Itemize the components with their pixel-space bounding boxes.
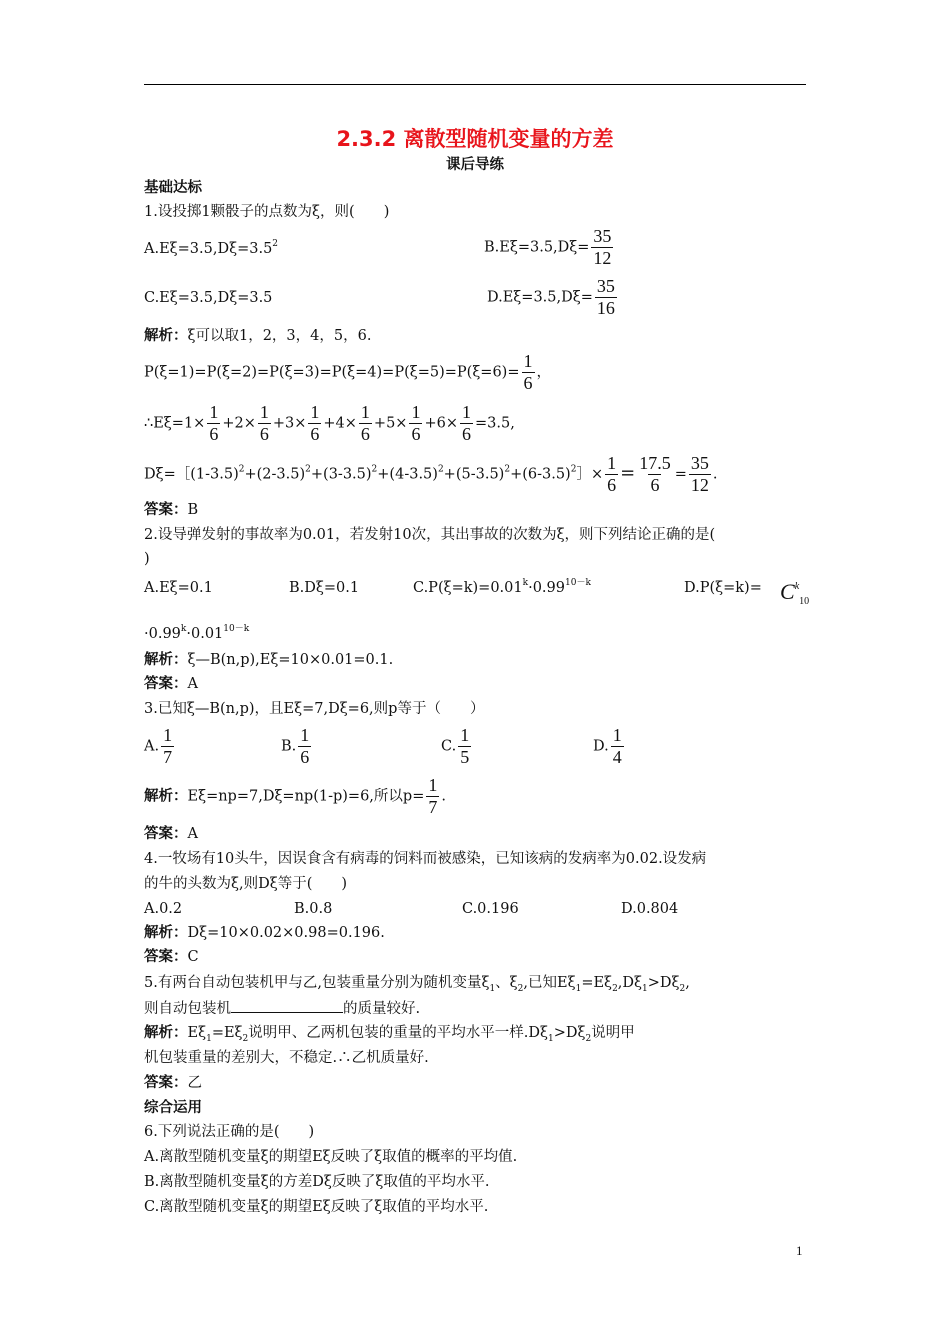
q4-option-d: D.0.804 [621,901,679,917]
page-subtitle: 课后导练 [446,157,504,173]
page-number: 1 [796,1243,803,1258]
fraction: $\frac{1}{6}$ [300,725,310,767]
fraction: $\frac{17.5}{6}$ [639,453,671,495]
fraction: $\frac{35}{12}$ [690,453,709,495]
q2-option-b: B.Dξ=0.1 [289,580,360,596]
q3-solution: 解析：Eξ=np=7,Dξ=np(1-p)=6,所以p= $\frac{1}{7}$ . [144,775,446,817]
q4-stem-line1: 4.一牧场有10头牛，因误食含有病毒的饲料而被感染，已知该病的发病率为0.02.设发病 [144,851,707,867]
q6-option-b: B.离散型随机变量ξ的方差Dξ反映了ξ取值的平均水平. [144,1174,490,1190]
q1-solution-line2: P(ξ=1)=P(ξ=2)=P(ξ=3)=P(ξ=4)=P(ξ=5)=P(ξ=6)= $\frac{1}{6}$ ， [144,351,551,393]
q5-solution-line2: 机包装重量的差别大，不稳定.∴乙机质量好. [144,1050,429,1066]
fraction: $\frac{1}{7}$ [428,775,438,817]
q2-option-a: A.Eξ=0.1 [144,580,213,596]
q4-option-c: C.0.196 [462,901,519,917]
fraction: $\frac{1}{6}$ [360,402,370,444]
q5-solution-line1: 解析：$E\xi_1=E\xi_2$说明甲、乙两机包装的重量的平均水平一样$.D\xi_1>D\xi_2$说明甲 [144,1025,635,1044]
fraction: $\frac{35}{16}$ [596,276,615,318]
q6-stem: 6.下列说法正确的是( ) [144,1124,315,1140]
q1-solution-line1: 解析：ξ可以取1，2，3，4，5，6. [144,328,372,344]
header-rule [144,84,806,85]
q1-option-d: D.Eξ=3.5,Dξ= $\frac{35}{16}$ [487,276,615,318]
q3-answer: 答案：A [144,826,198,842]
q2-solution: 解析：ξ—B(n,p),Eξ=10×0.01=0.1. [144,652,394,668]
q4-solution: 解析：Dξ=10×0.02×0.98=0.196. [144,925,385,941]
answer-blank [231,998,343,1013]
fraction: $\frac{35}{12}$ [593,226,612,268]
fraction: $\frac{1}{7}$ [163,725,173,767]
fraction: $\frac{1}{6}$ [411,402,421,444]
q3-option-d: D. $\frac{1}{4}$ [593,725,622,767]
fraction: $\frac{1}{6}$ [461,402,471,444]
q1-solution-line3: ∴Eξ=1× $\frac{1}{6}$ +2× $\frac{1}{6}$ +3× $\frac{1}{6}$ +4× $\frac{1}{6}$ +5× $\frac{1}{6}$ +6× $\frac{1}{6}$ =3.5, [144,402,515,444]
q4-answer: 答案：C [144,949,199,965]
q5-answer: 答案：乙 [144,1075,202,1091]
q4-stem-line2: 的牛的头数为ξ,则Dξ等于( ) [144,876,348,892]
q1-stem: 1.设投掷1颗骰子的点数为ξ，则( ) [144,204,390,220]
fraction: $\frac{1}{6}$ [310,402,320,444]
fraction: $\frac{1}{5}$ [460,725,470,767]
q1-answer: 答案：B [144,502,199,518]
q3-option-b: B. $\frac{1}{6}$ [281,725,310,767]
fraction: $\frac{1}{6}$ [607,453,617,495]
q1-option-a: $A.E\xi=3.5,D\xi=3.5^2$ [144,239,279,257]
q4-option-a: A.0.2 [144,901,183,917]
q1-option-b: B.Eξ=3.5,Dξ= $\frac{35}{12}$ [484,226,612,268]
page-title: 2.3.2 离散型随机变量的方差 [336,127,614,151]
fraction: $\frac{1}{6}$ [523,351,533,393]
fraction: $\frac{1}{6}$ [209,402,219,444]
q5-stem-line1: 5.有两台自动包装机甲与乙,包装重量分别为随机变量$\xi_1$、$\xi_2$,已知$E\xi_1=E\xi_2,D\xi_1>D\xi_2$, [144,975,690,994]
section-heading-comprehensive: 综合运用 [144,1100,202,1116]
q4-option-b: B.0.8 [294,901,333,917]
q2-stem: 2.设导弹发射的事故率为0.01，若发射10次，其出事故的次数为ξ，则下列结论正确的是( [144,527,716,543]
q2-option-d: D.P(ξ=k)= [684,580,762,596]
q2-answer: 答案：A [144,676,198,692]
q2-stem-cont: ) [144,551,150,567]
q2-option-d-cont: $\cdot 0.99^k\cdot 0.01^{10-k}$ [144,624,250,642]
q5-stem-line2: 则自动包装机 的质量较好. [144,998,420,1019]
section-heading-basic: 基础达标 [144,180,202,196]
q6-option-a: A.离散型随机变量ξ的期望Eξ反映了ξ取值的概率的平均值. [144,1149,518,1165]
q3-option-a: A. $\frac{1}{7}$ [144,725,173,767]
q3-option-c: C. $\frac{1}{5}$ [441,725,470,767]
q1-option-c: C.Eξ=3.5,Dξ=3.5 [144,290,273,306]
q3-stem: 3.已知ξ—B(n,p)，且Eξ=7,Dξ=6,则p等于（ ） [144,701,485,717]
fraction: $\frac{1}{6}$ [259,402,269,444]
q2-option-d-combination: $C^k_{10}$ [780,579,810,607]
fraction: $\frac{1}{4}$ [612,725,622,767]
q6-option-c: C.离散型随机变量ξ的期望Eξ反映了ξ取值的平均水平. [144,1199,489,1215]
q2-option-c: $C.P(\xi=k)=0.01^k\cdot 0.99^{10-k}$ [413,578,591,596]
q1-solution-line4: $D\xi=[(1-3.5)^2+(2-3.5)^2+(3-3.5)^2+(4-3.5)^2+(5-3.5)^2+(6-3.5)^2]\times$ $\frac{1}{6}$ = $\frac{17.5}{6}$ = $\frac{35}{12}$ . [144,453,718,495]
